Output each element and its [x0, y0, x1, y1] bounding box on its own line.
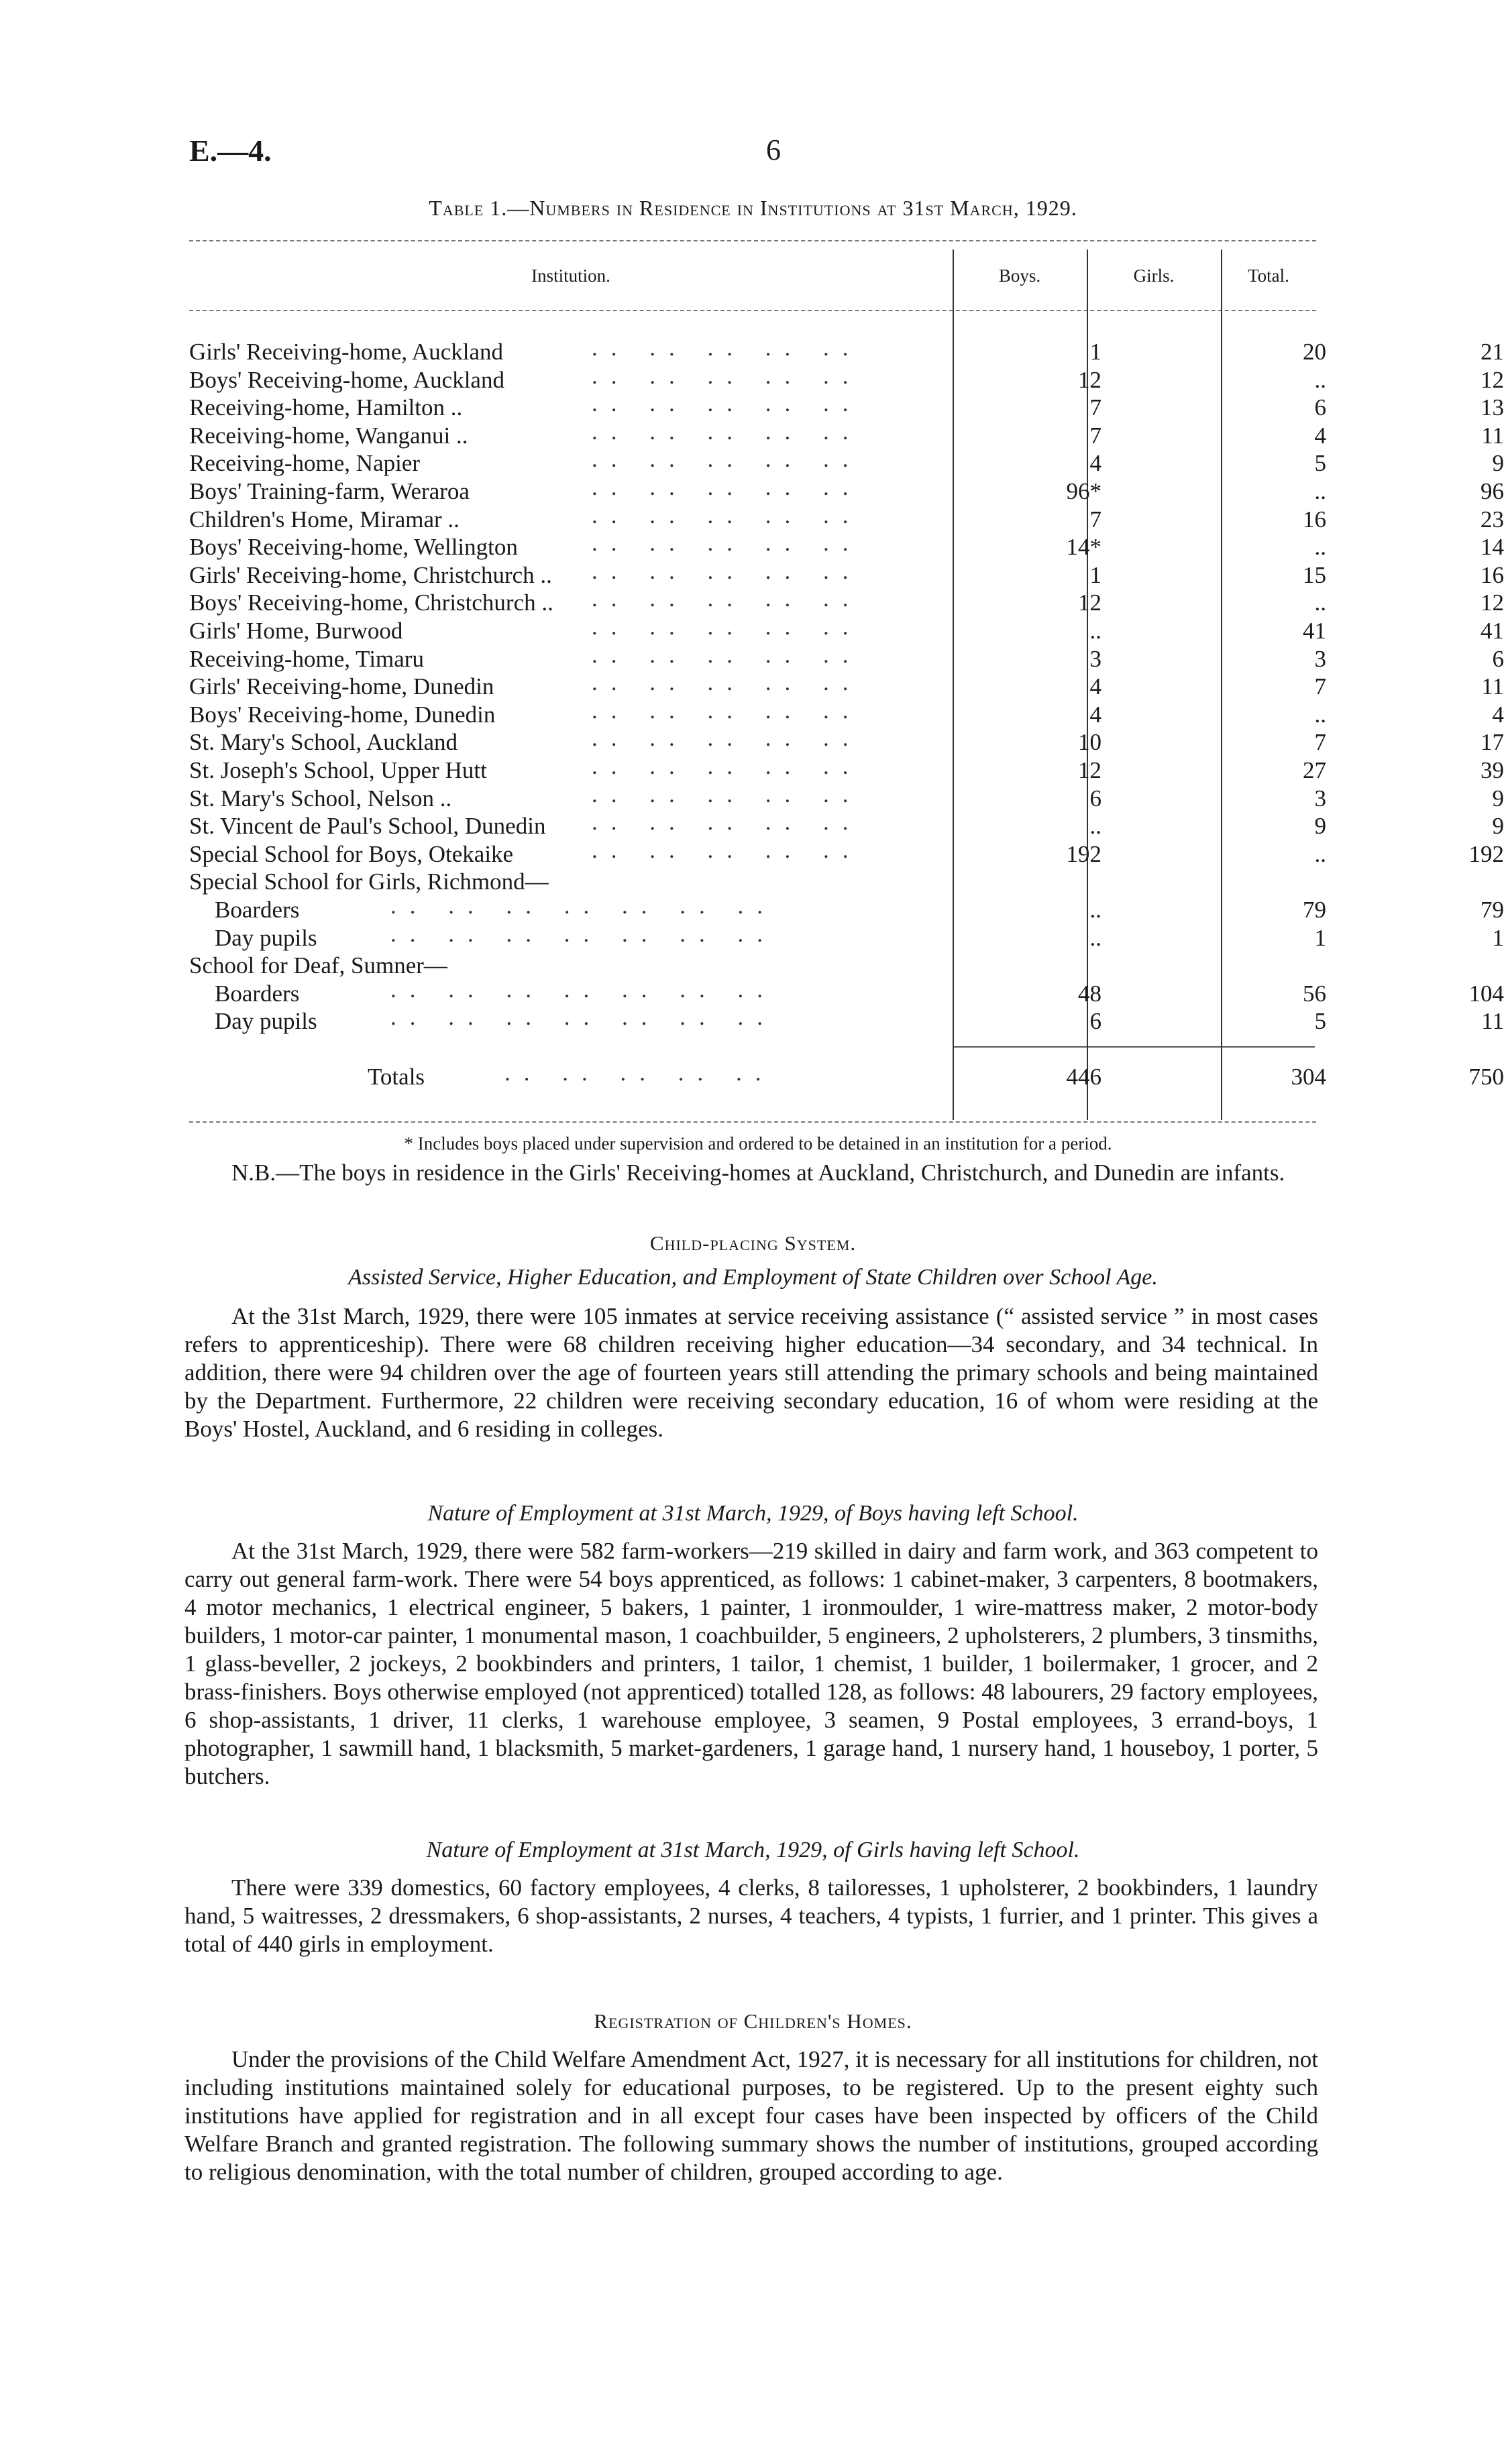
cell-girls: .. — [1314, 702, 1326, 728]
page-number: 6 — [766, 133, 781, 166]
cell-total: 11 — [1481, 423, 1504, 449]
institution-name: St. Vincent de Paul's School, Dunedin — [189, 813, 552, 840]
cell-girls: .. — [1314, 478, 1326, 504]
nb-note: N.B.—The boys in residence in the Girls' Receiving-homes at Auckland, Christchurch, and Dunedin are infants. — [231, 1160, 1285, 1186]
column-header-total: Total. — [1248, 266, 1289, 286]
leader-dots: .. .. .. .. .. — [592, 474, 862, 500]
leader-dots: .. .. .. .. .. — [592, 558, 862, 584]
cell-girls: 9 — [1314, 813, 1326, 839]
institution-name: Children's Home, Miramar .. — [189, 506, 466, 533]
report-code: E.—4. — [189, 133, 272, 168]
cell-boys: 192 — [1066, 841, 1101, 867]
leader-dots: .. .. .. .. .. — [592, 809, 862, 835]
cell-total: 11 — [1481, 673, 1504, 699]
cell-total: 23 — [1481, 506, 1504, 533]
subheading-assisted-service: Assisted Service, Higher Education, and Employment of State Children over School Age. — [348, 1265, 1158, 1290]
institution-name: Boys' Receiving-home, Christchurch .. — [189, 590, 560, 616]
leader-dots: .. .. .. .. .. — [592, 390, 862, 416]
paragraph-registration: Under the provisions of the Child Welfare Amendment Act, 1927, it is necessary for all institutions for children, not including institutions maintained solely for educational purposes, to be registered. Up to the present eighty such institutions have applied for registration and in all except four cases have been inspected by officers of the Child Welfare Branch and granted registration. The following summary shows the number of institutions, grouped according to religious denomination, with the total number of children, grouped according to age. — [184, 2046, 1318, 2185]
cell-girls: .. — [1314, 534, 1326, 560]
paragraph-assisted-service: At the 31st March, 1929, there were 105 inmates at service receiving assistance (“ assisted service ” in most cases refers to apprenticeship). There were 68 children receiving higher education—34 secondary, and 34 technical. In addition, there were 94 children over the age of fourteen years still attending the primary schools and being maintained by the Department. Furthermore, 22 children were receiving secondary education, 16 of whom were residing at the Boys' Hostel, Auckland, and 6 residing in colleges. — [184, 1303, 1318, 1442]
cell-boys: 14* — [1066, 534, 1101, 560]
cell-girls: 27 — [1303, 757, 1326, 783]
leader-dots: .. .. .. .. .. — [592, 418, 862, 445]
cell-girls: .. — [1314, 367, 1326, 393]
paragraph-girls-employment: There were 339 domestics, 60 factory employees, 4 clerks, 8 tailoresses, 1 upholsterer, 2 bookbinders, 1 laundry hand, 5 waitresses, 2 dressmakers, 6 shop-assistants, 2 nurses, 4 teachers, 4 typists, 1 furrier, and 1 printer. This gives a total of 440 girls in employment. — [184, 1874, 1318, 1957]
leader-dots: .. .. .. .. .. — [592, 585, 862, 612]
leader-dots: .. .. .. .. .. — [592, 614, 862, 640]
column-header-girls: Girls. — [1133, 266, 1175, 286]
institution-name: Boys' Training-farm, Weraroa — [189, 478, 476, 505]
subheading-girls-employment: Nature of Employment at 31st March, 1929, of Girls having left School. — [426, 1838, 1080, 1862]
cell-boys: .. — [1089, 925, 1101, 951]
heading-child-placing: Child-placing System. — [649, 1231, 857, 1255]
cell-boys: 12 — [1078, 757, 1101, 783]
institution-name: Receiving-home, Wanganui .. — [189, 423, 474, 449]
cell-boys: 12 — [1078, 367, 1101, 393]
institution-name: Day pupils — [215, 1008, 324, 1035]
cell-girls: 3 — [1314, 785, 1326, 811]
leader-dots: .. .. .. .. .. — [592, 753, 862, 779]
cell-boys: 12 — [1078, 590, 1101, 616]
column-header-institution: Institution. — [531, 266, 610, 286]
cell-girls: 5 — [1314, 1008, 1326, 1034]
leader-dots: .. .. .. .. .. — [592, 335, 862, 361]
institution-name: Boarders — [215, 981, 306, 1007]
cell-girls: 20 — [1303, 339, 1326, 365]
cell-total: 9 — [1492, 813, 1504, 839]
leader-dots: .. .. .. .. .. — [592, 697, 862, 724]
cell-girls: 41 — [1303, 618, 1326, 644]
totals-boys: 446 — [1066, 1064, 1101, 1090]
institution-name: Girls' Receiving-home, Christchurch .. — [189, 562, 559, 589]
cell-girls: 7 — [1314, 673, 1326, 699]
cell-total: 16 — [1481, 562, 1504, 588]
cell-boys: 48 — [1078, 981, 1101, 1007]
cell-girls: 1 — [1314, 925, 1326, 951]
leader-dots: .. .. .. .. .. — [592, 781, 862, 807]
cell-boys: 1 — [1089, 339, 1101, 365]
subheading-boys-employment: Nature of Employment at 31st March, 1929, of Boys having left School. — [427, 1501, 1079, 1526]
table-row — [189, 1004, 1504, 1036]
cell-boys: 7 — [1089, 506, 1101, 533]
institution-name: Girls' Receiving-home, Dunedin — [189, 673, 500, 700]
cell-boys: 7 — [1089, 423, 1101, 449]
leader-dots: .. .. .. .. .. .. .. — [390, 1004, 776, 1030]
cell-total: 17 — [1481, 729, 1504, 755]
cell-total: 21 — [1481, 339, 1504, 365]
totals-total: 750 — [1468, 1064, 1504, 1090]
paragraph-boys-employment: At the 31st March, 1929, there were 582 farm-workers—219 skilled in dairy and farm work, and 363 competent to carry out general farm-work. There were 54 boys apprenticed, as follows: 1 cabinet-maker, 3 carpenters, 8 bootmakers, 4 motor mechanics, 1 electrical engineer, 5 bakers, 1 painter, 1 ironmoulder, 1 wire-mattress maker, 2 motor-body builders, 1 motor-car painter, 1 monumental mason, 1 coachbuilder, 5 engineers, 2 upholsterers, 2 plumbers, 3 tinsmiths, 1 glass-beveller, 2 jockeys, 2 bookbinders and printers, 1 tailor, 1 chemist, 1 builder, 1 boilermaker, 1 grocer, and 2 brass-finishers. Boys otherwise employed (not apprenticed) totalled 128, as follows: 48 labourers, 29 factory employees, 6 shop-assistants, 1 driver, 11 clerks, 1 warehouse employee, 3 seamen, 9 Postal employees, 3 errand-boys, 1 photographer, 1 sawmill hand, 1 blacksmith, 5 market-gardeners, 1 garage hand, 1 nursery hand, 1 houseboy, 1 porter, 5 butchers. — [184, 1538, 1318, 1789]
institution-name: St. Joseph's School, Upper Hutt — [189, 757, 494, 784]
cell-total: 41 — [1481, 618, 1504, 644]
institution-name: Special School for Girls, Richmond— — [189, 869, 555, 895]
institution-name: Boys' Receiving-home, Wellington — [189, 534, 525, 561]
leader-dots: .. .. .. .. .. — [504, 1060, 775, 1086]
institution-name: Day pupils — [215, 925, 324, 952]
cell-girls: .. — [1314, 841, 1326, 867]
table-title: Table 1.—Numbers in Residence in Institutions at 31st March, 1929. — [429, 196, 1077, 220]
institution-name: Girls' Home, Burwood — [189, 618, 409, 645]
cell-total: 39 — [1481, 757, 1504, 783]
cell-boys: 10 — [1078, 729, 1101, 755]
leader-dots: .. .. .. .. .. — [592, 530, 862, 556]
cell-boys: 7 — [1089, 394, 1101, 421]
cell-total: 9 — [1492, 450, 1504, 476]
table-row — [189, 837, 1504, 869]
institution-name: Receiving-home, Timaru — [189, 646, 431, 673]
cell-boys: 3 — [1089, 646, 1101, 672]
cell-total: 79 — [1481, 897, 1504, 923]
cell-total: 11 — [1481, 1008, 1504, 1034]
table-footnote: * Includes boys placed under supervision and ordered to be detained in an institution for a period. — [404, 1133, 1112, 1154]
totals-rule — [953, 1046, 1315, 1048]
cell-total: 6 — [1492, 646, 1504, 672]
cell-boys: .. — [1089, 618, 1101, 644]
cell-total: 9 — [1492, 785, 1504, 811]
leader-dots: .. .. .. .. .. — [592, 725, 862, 751]
cell-total: 192 — [1468, 841, 1504, 867]
cell-total: 13 — [1481, 394, 1504, 421]
institution-name: Girls' Receiving-home, Auckland — [189, 339, 510, 366]
institution-name: Boarders — [215, 897, 306, 923]
cell-boys: 6 — [1089, 1008, 1101, 1034]
institution-name: Boys' Receiving-home, Dunedin — [189, 702, 502, 728]
leader-dots: .. .. .. .. .. .. .. — [390, 921, 776, 947]
institution-name: Special School for Boys, Otekaike — [189, 841, 520, 868]
table-bottom-rule — [189, 1121, 1316, 1123]
institution-name: St. Mary's School, Auckland — [189, 729, 464, 756]
leader-dots: .. .. .. .. .. .. .. — [390, 893, 776, 919]
cell-boys: 4 — [1089, 450, 1101, 476]
cell-boys: .. — [1089, 897, 1101, 923]
cell-girls: 56 — [1303, 981, 1326, 1007]
institution-name: School for Deaf, Sumner— — [189, 952, 454, 979]
cell-total: 4 — [1492, 702, 1504, 728]
cell-girls: .. — [1314, 590, 1326, 616]
leader-dots: .. .. .. .. .. .. .. — [390, 976, 776, 1003]
cell-total: 12 — [1481, 367, 1504, 393]
cell-girls: 16 — [1303, 506, 1326, 533]
cell-boys: 4 — [1089, 673, 1101, 699]
cell-total: 12 — [1481, 590, 1504, 616]
totals-label: Totals — [368, 1064, 425, 1090]
cell-total: 1 — [1492, 925, 1504, 951]
cell-girls: 15 — [1303, 562, 1326, 588]
totals-row — [189, 1060, 1504, 1092]
cell-girls: 5 — [1314, 450, 1326, 476]
cell-boys: 4 — [1089, 702, 1101, 728]
cell-boys: .. — [1089, 813, 1101, 839]
cell-girls: 3 — [1314, 646, 1326, 672]
heading-registration: Registration of Children's Homes. — [594, 2009, 912, 2033]
cell-boys: 96* — [1066, 478, 1101, 504]
leader-dots: .. .. .. .. .. — [592, 446, 862, 472]
leader-dots: .. .. .. .. .. — [592, 837, 862, 863]
cell-boys: 6 — [1089, 785, 1101, 811]
column-header-boys: Boys. — [998, 266, 1041, 286]
leader-dots: .. .. .. .. .. — [592, 642, 862, 668]
cell-total: 104 — [1468, 981, 1504, 1007]
leader-dots: .. .. .. .. .. — [592, 502, 862, 528]
institution-name: Boys' Receiving-home, Auckland — [189, 367, 511, 394]
institution-name: Receiving-home, Napier — [189, 450, 427, 477]
cell-girls: 7 — [1314, 729, 1326, 755]
leader-dots: .. .. .. .. .. — [592, 669, 862, 695]
table-header-rule — [189, 310, 1316, 311]
institution-name: Receiving-home, Hamilton .. — [189, 394, 469, 421]
table-row — [189, 921, 1504, 953]
cell-total: 96 — [1481, 478, 1504, 504]
cell-girls: 6 — [1314, 394, 1326, 421]
totals-girls: 304 — [1291, 1064, 1326, 1090]
cell-total: 14 — [1481, 534, 1504, 560]
cell-boys: 1 — [1089, 562, 1101, 588]
table-top-rule — [189, 240, 1316, 241]
leader-dots: .. .. .. .. .. — [592, 363, 862, 389]
cell-girls: 79 — [1303, 897, 1326, 923]
institution-name: St. Mary's School, Nelson .. — [189, 785, 458, 812]
cell-girls: 4 — [1314, 423, 1326, 449]
